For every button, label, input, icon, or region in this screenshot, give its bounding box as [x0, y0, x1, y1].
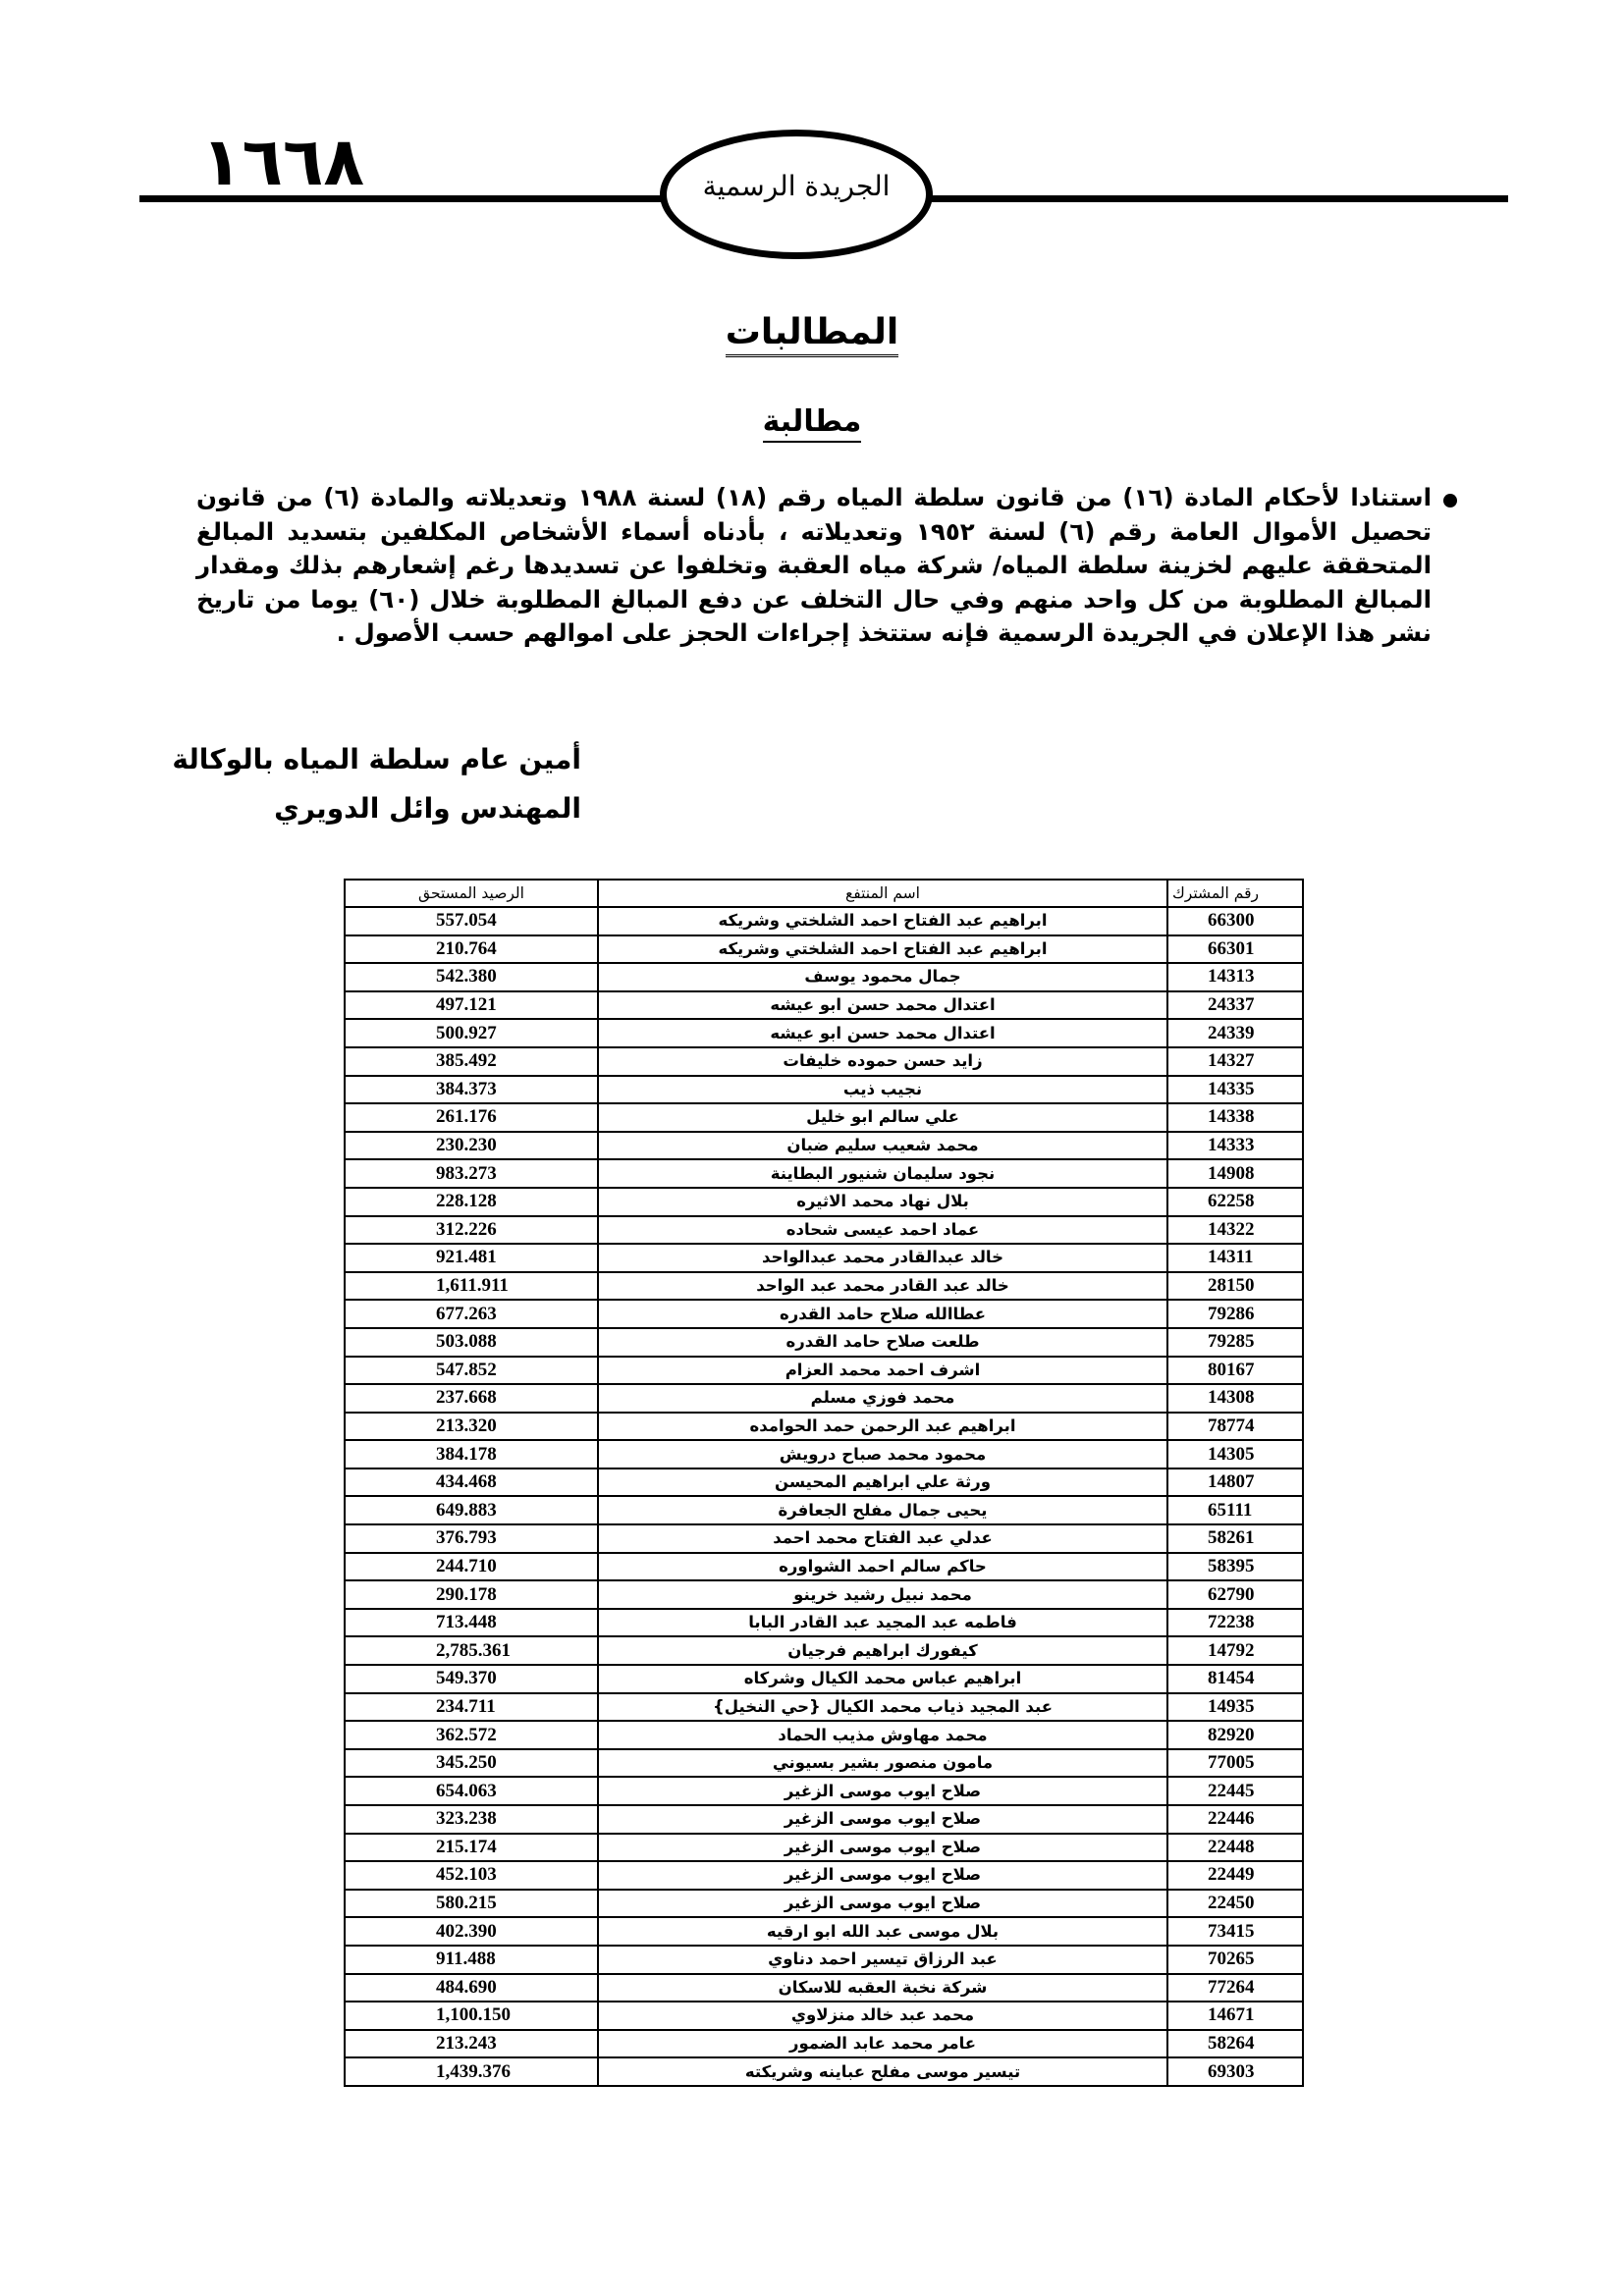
- subscriber-no-cell: 77005: [1167, 1749, 1303, 1778]
- bullet-icon: [1443, 494, 1457, 507]
- balance-cell: 580.215: [345, 1890, 598, 1918]
- subscriber-no-cell: 14908: [1167, 1159, 1303, 1188]
- balance-cell: 921.481: [345, 1244, 598, 1272]
- table-row: [345, 1777, 1303, 1805]
- page-number: ١٦٦٨: [201, 124, 365, 201]
- subscriber-no-cell: 66301: [1167, 935, 1303, 964]
- balance-cell: 244.710: [345, 1553, 598, 1581]
- subscriber-no-cell: 24337: [1167, 991, 1303, 1020]
- balance-cell: 2,785.361: [345, 1636, 598, 1665]
- name-cell: محمد فوزي مسلم: [598, 1384, 1167, 1413]
- balance-cell: 484.690: [345, 1974, 598, 2002]
- balance-cell: 228.128: [345, 1188, 598, 1216]
- subscriber-no-cell: 58395: [1167, 1553, 1303, 1581]
- balance-cell: 1,611.911: [345, 1272, 598, 1301]
- subscriber-no-cell: 14935: [1167, 1693, 1303, 1722]
- name-cell: ابراهيم عباس محمد الكيال وشركاه: [598, 1665, 1167, 1693]
- header-subscriber-no: رقم المشترك: [1167, 880, 1303, 907]
- name-cell: محمد عبد خالد منزلاوي: [598, 2002, 1167, 2030]
- balance-cell: 911.488: [345, 1946, 598, 1974]
- balance-cell: 312.226: [345, 1216, 598, 1245]
- name-cell: زايد حسن حموده خليفات: [598, 1047, 1167, 1076]
- balance-cell: 345.250: [345, 1749, 598, 1778]
- balance-cell: 503.088: [345, 1328, 598, 1357]
- subscriber-no-cell: 22448: [1167, 1834, 1303, 1862]
- name-cell: محمد شعيب سليم ضبان: [598, 1132, 1167, 1160]
- table-row: [345, 1132, 1303, 1160]
- name-cell: طلعت صلاح حامد القدره: [598, 1328, 1167, 1357]
- table-row: [345, 1244, 1303, 1272]
- subscriber-no-cell: 80167: [1167, 1357, 1303, 1385]
- subscriber-no-cell: 14333: [1167, 1132, 1303, 1160]
- balance-cell: 713.448: [345, 1609, 598, 1637]
- table-row: [345, 2002, 1303, 2030]
- table-row: [345, 2057, 1303, 2086]
- balance-cell: 213.320: [345, 1413, 598, 1441]
- table-row: [345, 1328, 1303, 1357]
- table-row: [345, 1413, 1303, 1441]
- name-cell: ورثة علي ابراهيم المحيسن: [598, 1468, 1167, 1497]
- name-cell: شركة نخبة العقبه للاسكان: [598, 1974, 1167, 2002]
- name-cell: تيسير موسى مفلح عباينه وشريكته: [598, 2057, 1167, 2086]
- balance-cell: 434.468: [345, 1468, 598, 1497]
- balance-cell: 210.764: [345, 935, 598, 964]
- table-row: [345, 1749, 1303, 1778]
- subscriber-no-cell: 14335: [1167, 1076, 1303, 1104]
- name-cell: بلال موسى عبد الله ابو ارقيه: [598, 1917, 1167, 1946]
- name-cell: نجيب ذيب: [598, 1076, 1167, 1104]
- name-cell: ابراهيم عبد الفتاح احمد الشلختي وشريكه: [598, 907, 1167, 935]
- table-row: [345, 1076, 1303, 1104]
- subscriber-no-cell: 14671: [1167, 2002, 1303, 2030]
- name-cell: جمال محمود يوسف: [598, 963, 1167, 991]
- balance-cell: 234.711: [345, 1693, 598, 1722]
- table-row: [345, 1440, 1303, 1468]
- balance-cell: 323.238: [345, 1805, 598, 1834]
- subscriber-no-cell: 82920: [1167, 1721, 1303, 1749]
- table-body: [345, 907, 1303, 2086]
- section-title: [0, 312, 1624, 352]
- table-row: [345, 1553, 1303, 1581]
- balance-cell: 237.668: [345, 1384, 598, 1413]
- gazette-title: الجريدة الرسمية: [702, 169, 891, 202]
- name-cell: عطاالله صلاح حامد القدره: [598, 1300, 1167, 1328]
- table-row: [345, 907, 1303, 935]
- section-title-text: المطالبات: [726, 312, 898, 357]
- table-row: [345, 1721, 1303, 1749]
- subscriber-no-cell: 58261: [1167, 1524, 1303, 1553]
- sub-title: [0, 404, 1624, 439]
- name-cell: بلال نهاد محمد الاثيره: [598, 1188, 1167, 1216]
- subscriber-no-cell: 58264: [1167, 2030, 1303, 2058]
- balance-cell: 649.883: [345, 1496, 598, 1524]
- balance-cell: 1,439.376: [345, 2057, 598, 2086]
- subscriber-no-cell: 14327: [1167, 1047, 1303, 1076]
- table-row: [345, 1665, 1303, 1693]
- balance-cell: 542.380: [345, 963, 598, 991]
- name-cell: اعتدال محمد حسن ابو عيشه: [598, 1019, 1167, 1047]
- table-row: [345, 1805, 1303, 1834]
- name-cell: نجود سليمان شنيور البطاينة: [598, 1159, 1167, 1188]
- sub-title-text: مطالبة: [763, 404, 862, 443]
- subscriber-no-cell: 65111: [1167, 1496, 1303, 1524]
- table-row: [345, 1357, 1303, 1385]
- table-row: [345, 1834, 1303, 1862]
- balance-cell: 402.390: [345, 1917, 598, 1946]
- table-row: [345, 1861, 1303, 1890]
- table-row: [345, 1974, 1303, 2002]
- subscriber-no-cell: 14313: [1167, 963, 1303, 991]
- subscriber-no-cell: 62790: [1167, 1580, 1303, 1609]
- balance-cell: 452.103: [345, 1861, 598, 1890]
- subscriber-no-cell: 14322: [1167, 1216, 1303, 1245]
- subscriber-no-cell: 66300: [1167, 907, 1303, 935]
- table-row: [345, 991, 1303, 1020]
- table-row: [345, 1917, 1303, 1946]
- name-cell: عماد احمد عيسى شحاده: [598, 1216, 1167, 1245]
- table-row: [345, 1609, 1303, 1637]
- table-row: [345, 1300, 1303, 1328]
- balance-cell: 983.273: [345, 1159, 598, 1188]
- balance-cell: 500.927: [345, 1019, 598, 1047]
- subscriber-no-cell: 22450: [1167, 1890, 1303, 1918]
- name-cell: صلاح ايوب موسى الزغير: [598, 1861, 1167, 1890]
- subscriber-no-cell: 69303: [1167, 2057, 1303, 2086]
- name-cell: يحيى جمال مفلح الجعافرة: [598, 1496, 1167, 1524]
- balance-cell: 654.063: [345, 1777, 598, 1805]
- table-header-row: [345, 880, 1303, 907]
- name-cell: علي سالم ابو خليل: [598, 1103, 1167, 1132]
- name-cell: حاكم سالم احمد الشواوره: [598, 1553, 1167, 1581]
- balance-cell: 215.174: [345, 1834, 598, 1862]
- subscriber-no-cell: 22445: [1167, 1777, 1303, 1805]
- subscriber-no-cell: 22446: [1167, 1805, 1303, 1834]
- subscriber-no-cell: 79286: [1167, 1300, 1303, 1328]
- signature-title: أمين عام سلطة المياه بالوكالة: [172, 743, 581, 775]
- name-cell: خالد عبدالقادر محمد عبدالواحد: [598, 1244, 1167, 1272]
- subscriber-no-cell: 62258: [1167, 1188, 1303, 1216]
- gazette-title-oval: [660, 130, 933, 259]
- subscriber-no-cell: 70265: [1167, 1946, 1303, 1974]
- subscriber-no-cell: 78774: [1167, 1413, 1303, 1441]
- table-row: [345, 1159, 1303, 1188]
- table-row: [345, 1636, 1303, 1665]
- table-row: [345, 1946, 1303, 1974]
- table-row: [345, 1272, 1303, 1301]
- balance-cell: 362.572: [345, 1721, 598, 1749]
- balance-cell: 230.230: [345, 1132, 598, 1160]
- table-row: [345, 1216, 1303, 1245]
- balance-cell: 376.793: [345, 1524, 598, 1553]
- balance-cell: 547.852: [345, 1357, 598, 1385]
- name-cell: عبد المجيد ذياب محمد الكيال {حي النخيل}: [598, 1693, 1167, 1722]
- header-name: اسم المنتفع: [598, 880, 1167, 907]
- name-cell: مامون منصور بشير بسيوني: [598, 1749, 1167, 1778]
- subscriber-no-cell: 22449: [1167, 1861, 1303, 1890]
- balance-cell: 497.121: [345, 991, 598, 1020]
- subscriber-no-cell: 14807: [1167, 1468, 1303, 1497]
- name-cell: محمود محمد صباح درويش: [598, 1440, 1167, 1468]
- table-row: [345, 1019, 1303, 1047]
- name-cell: صلاح ايوب موسى الزغير: [598, 1890, 1167, 1918]
- table-row: [345, 1384, 1303, 1413]
- name-cell: خالد عبد القادر محمد عبد الواحد: [598, 1272, 1167, 1301]
- table-row: [345, 1468, 1303, 1497]
- table-row: [345, 963, 1303, 991]
- balance-cell: 290.178: [345, 1580, 598, 1609]
- balance-cell: 384.373: [345, 1076, 598, 1104]
- signature-name: المهندس وائل الدويري: [274, 792, 581, 825]
- table-row: [345, 2030, 1303, 2058]
- name-cell: اعتدال محمد حسن ابو عيشه: [598, 991, 1167, 1020]
- balance-cell: 677.263: [345, 1300, 598, 1328]
- balance-cell: 1,100.150: [345, 2002, 598, 2030]
- subscriber-no-cell: 14792: [1167, 1636, 1303, 1665]
- table-row: [345, 1496, 1303, 1524]
- subscriber-no-cell: 14311: [1167, 1244, 1303, 1272]
- table-row: [345, 1047, 1303, 1076]
- subscriber-no-cell: 72238: [1167, 1609, 1303, 1637]
- name-cell: عامر محمد عابد الضمور: [598, 2030, 1167, 2058]
- subscriber-no-cell: 77264: [1167, 1974, 1303, 2002]
- table-row: [345, 1890, 1303, 1918]
- name-cell: ابراهيم عبد الرحمن حمد الحوامده: [598, 1413, 1167, 1441]
- table-row: [345, 1693, 1303, 1722]
- name-cell: اشرف احمد محمد العزام: [598, 1357, 1167, 1385]
- table-row: [345, 1188, 1303, 1216]
- table-row: [345, 1580, 1303, 1609]
- balance-cell: 557.054: [345, 907, 598, 935]
- subscriber-no-cell: 14308: [1167, 1384, 1303, 1413]
- name-cell: ابراهيم عبد الفتاح احمد الشلختي وشريكه: [598, 935, 1167, 964]
- balance-cell: 549.370: [345, 1665, 598, 1693]
- name-cell: فاطمه عبد المجيد عبد القادر البابا: [598, 1609, 1167, 1637]
- balance-cell: 384.178: [345, 1440, 598, 1468]
- name-cell: عدلي عبد الفتاح محمد احمد: [598, 1524, 1167, 1553]
- name-cell: محمد نبيل رشيد خرينو: [598, 1580, 1167, 1609]
- name-cell: كيفورك ابراهيم فرجيان: [598, 1636, 1167, 1665]
- balance-cell: 385.492: [345, 1047, 598, 1076]
- balance-cell: 261.176: [345, 1103, 598, 1132]
- subscriber-no-cell: 28150: [1167, 1272, 1303, 1301]
- balance-cell: 213.243: [345, 2030, 598, 2058]
- name-cell: عبد الرزاق تيسير احمد دناوي: [598, 1946, 1167, 1974]
- subscriber-no-cell: 14338: [1167, 1103, 1303, 1132]
- notice-paragraph: استنادا لأحكام المادة (١٦) من قانون سلطة المياه رقم (١٨) لسنة ١٩٨٨ وتعديلاته والمادة (٦) من قانون تحصيل الأموال العامة رقم (٦) لسنة ١٩٥٢ وتعديلاته ، بأدناه أسماء الأشخاص المكلفين بتسديد المبالغ المتحققة عليهم لخزينة سلطة المياه/ شركة مياه العقبة وتخلفوا عن تسديدها رغم إشعارهم بذلك ومقدار المبالغ المطلوبة من كل واحد منهم وفي حال التخلف عن دفع المبالغ المطلوبة خلال (٦٠) يوما من تاريخ نشر هذا الإعلان في الجريدة الرسمية فإنه ستتخذ إجراءات الحجز على اموالهم حسب الأصول .: [196, 483, 1432, 647]
- name-cell: صلاح ايوب موسى الزغير: [598, 1834, 1167, 1862]
- header-balance: الرصيد المستحق: [345, 880, 598, 907]
- subscriber-no-cell: 24339: [1167, 1019, 1303, 1047]
- name-cell: صلاح ايوب موسى الزغير: [598, 1805, 1167, 1834]
- claims-table: [344, 879, 1304, 2087]
- subscriber-no-cell: 81454: [1167, 1665, 1303, 1693]
- claims-table-container: [344, 879, 1292, 2087]
- subscriber-no-cell: 73415: [1167, 1917, 1303, 1946]
- table-row: [345, 1524, 1303, 1553]
- subscriber-no-cell: 79285: [1167, 1328, 1303, 1357]
- table-row: [345, 1103, 1303, 1132]
- table-row: [345, 935, 1303, 964]
- name-cell: محمد مهاوش مذيب الحماد: [598, 1721, 1167, 1749]
- name-cell: صلاح ايوب موسى الزغير: [598, 1777, 1167, 1805]
- subscriber-no-cell: 14305: [1167, 1440, 1303, 1468]
